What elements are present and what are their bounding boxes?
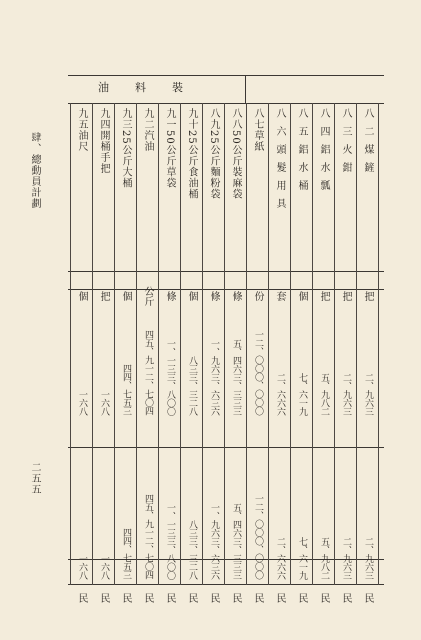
item-quantity: 二、九六三 [341, 372, 351, 415]
item-quantity: 四四、七五三 [121, 364, 131, 415]
table-top-rule [68, 75, 384, 76]
table-row [93, 103, 114, 603]
section-title: 肆、總動員計劃 [29, 132, 40, 209]
equipment-table [68, 75, 384, 603]
item-unit: 條 [230, 291, 241, 301]
item-name: 九十25公斤食油桶 [186, 108, 197, 200]
item-name: 九三25公斤大桶 [120, 108, 131, 189]
item-quantity: 四五、九一二、七〇四 [143, 330, 153, 415]
item-unit: 條 [164, 291, 175, 301]
item-unit: 套 [274, 291, 285, 301]
item-amount: 一、一三三、八〇〇 [165, 502, 175, 579]
item-name: 八二煤鏟 [362, 108, 373, 180]
table-row [313, 103, 334, 603]
item-unit: 把 [98, 291, 109, 301]
item-amount: 五、九八二 [319, 536, 329, 579]
table-row [335, 103, 356, 603]
item-unit: 個 [76, 291, 87, 301]
item-owner: 民 [120, 593, 131, 603]
item-name: 九一50公斤草袋 [164, 108, 175, 189]
header-divider [245, 75, 246, 103]
item-quantity: 一二、〇〇〇、〇〇〇 [253, 330, 263, 415]
item-unit: 份 [252, 291, 263, 301]
item-amount: 四四、七五三 [121, 528, 131, 579]
item-owner: 民 [296, 593, 307, 603]
item-unit: 個 [186, 291, 197, 301]
item-name: 八五鋁水桶 [296, 108, 307, 198]
item-unit: 把 [340, 291, 351, 301]
item-unit: 把 [362, 291, 373, 301]
item-quantity: 一、九六三、六三六 [209, 338, 219, 415]
table-row [225, 103, 246, 603]
item-quantity: 五、四六三、三三三 [231, 338, 241, 415]
item-amount: 一六八 [99, 553, 109, 579]
item-owner: 民 [340, 593, 351, 603]
item-owner: 民 [186, 593, 197, 603]
item-owner: 民 [98, 593, 109, 603]
table-row [71, 103, 92, 603]
item-quantity: 一、一三三、八〇〇 [165, 338, 175, 415]
column-rule [378, 103, 379, 585]
item-unit: 個 [296, 291, 307, 301]
item-quantity: 二、六六六 [275, 372, 285, 415]
table-row [181, 103, 202, 603]
table-row [269, 103, 290, 603]
item-amount: 一二、〇〇〇、〇〇〇 [253, 494, 263, 579]
item-owner: 民 [318, 593, 329, 603]
item-quantity: 八三三、三二八 [187, 355, 197, 415]
item-unit: 公斤 [142, 286, 153, 306]
item-quantity: 一六八 [99, 389, 109, 415]
page-number: 二五五 [29, 462, 40, 495]
item-unit: 條 [208, 291, 219, 301]
item-name: 八八50公斤裝麻袋 [230, 108, 241, 200]
item-name: 九二汽油 [142, 108, 153, 152]
item-owner: 民 [252, 593, 263, 603]
item-amount: 一六八 [77, 553, 87, 579]
table-row [357, 103, 378, 603]
table-row [203, 103, 224, 603]
item-amount: 五、四六三、三三三 [231, 502, 241, 579]
item-owner: 民 [230, 593, 241, 603]
item-unit: 個 [120, 291, 131, 301]
item-amount: 八三三、三二八 [187, 519, 197, 579]
item-amount: 二、九六三 [363, 536, 373, 579]
item-amount: 七、六一九 [297, 536, 307, 579]
item-amount: 二、六六六 [275, 536, 285, 579]
item-amount: 四五、九一二、七〇四 [143, 494, 153, 579]
table-row [247, 103, 268, 603]
item-amount: 一、九六三、六三六 [209, 502, 219, 579]
item-quantity: 七、六一九 [297, 372, 307, 415]
item-quantity: 一六八 [77, 389, 87, 415]
item-name: 九五油尺 [76, 108, 87, 152]
table-row [137, 103, 158, 603]
item-name: 八四鋁水瓢 [318, 108, 329, 198]
item-name: 九四開桶手把 [98, 108, 109, 174]
item-owner: 民 [142, 593, 153, 603]
item-name: 八七草紙 [252, 108, 263, 152]
table-row [159, 103, 180, 603]
item-name: 八三火鉗 [340, 108, 351, 180]
item-quantity: 五、九八二 [319, 372, 329, 415]
item-name: 八九25公斤麵粉袋 [208, 108, 219, 200]
item-owner: 民 [76, 593, 87, 603]
item-amount: 二、九六三 [341, 536, 351, 579]
item-name: 八六頭髮用具 [274, 108, 285, 216]
item-owner: 民 [274, 593, 285, 603]
item-unit: 把 [318, 291, 329, 301]
item-owner: 民 [208, 593, 219, 603]
item-quantity: 二、九六三 [363, 372, 373, 415]
item-owner: 民 [362, 593, 373, 603]
table-row [115, 103, 136, 603]
header-category-label: 油料裝 [98, 81, 209, 94]
item-owner: 民 [164, 593, 175, 603]
table-row [291, 103, 312, 603]
